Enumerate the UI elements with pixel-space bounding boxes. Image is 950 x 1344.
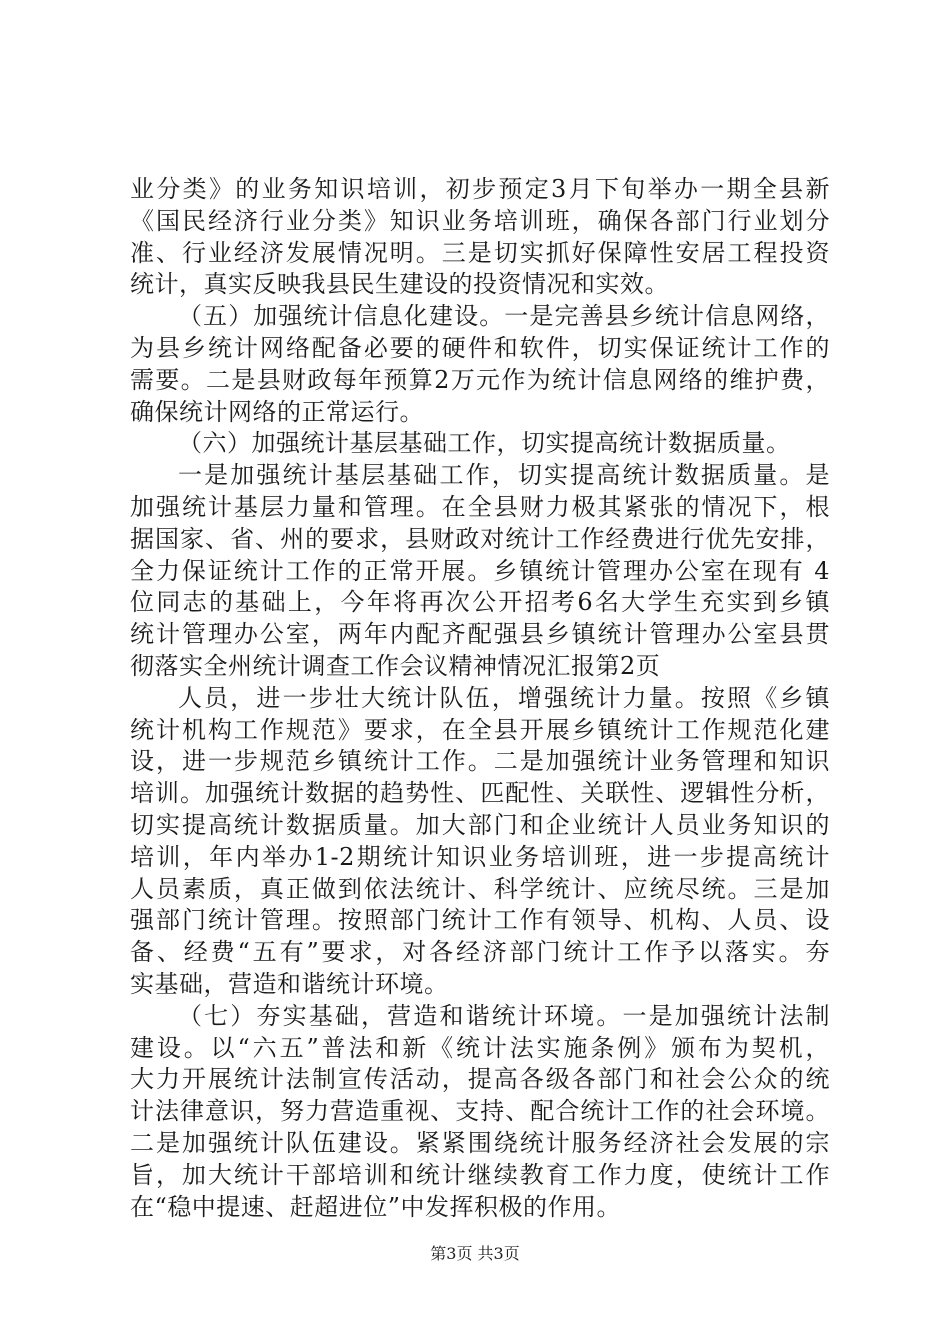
- text-line: 强部门统计管理。按照部门统计工作有领导、机构、人员、设: [130, 906, 830, 935]
- text-line: 需要。二是县财政每年预算2万元作为统计信息网络的维护费，: [130, 365, 830, 394]
- text-line: 位同志的基础上，今年将再次公开招考6名大学生充实到乡镇: [130, 588, 830, 617]
- text-line: 培训，年内举办1-2期统计知识业务培训班，进一步提高统计: [130, 842, 830, 871]
- document-body: [130, 174, 830, 1223]
- text-line: 二是加强统计队伍建设。紧紧围绕统计服务经济社会发展的宗: [130, 1128, 830, 1157]
- text-line: 设，进一步规范乡镇统计工作。二是加强统计业务管理和知识: [130, 747, 830, 776]
- text-line: 统计管理办公室，两年内配齐配强县乡镇统计管理办公室县贯: [130, 620, 830, 649]
- text-line: 据国家、省、州的要求，县财政对统计工作经费进行优先安排，: [130, 524, 830, 553]
- text-line: 彻落实全州统计调查工作会议精神情况汇报第2页: [130, 651, 661, 680]
- text-line: 为县乡统计网络配备必要的硬件和软件，切实保证统计工作的: [130, 333, 830, 362]
- text-line: （七）夯实基础，营造和谐统计环境。一是加强统计法制: [178, 1001, 830, 1030]
- text-line: 在“稳中提速、赶超进位”中发挥积极的作用。: [130, 1192, 622, 1221]
- page-footer: 第3页 共3页: [430, 1244, 520, 1263]
- text-line: 一是加强统计基层基础工作，切实提高统计数据质量。是: [178, 461, 830, 490]
- text-line: 统计机构工作规范》要求，在全县开展乡镇统计工作规范化建: [130, 715, 830, 744]
- text-line: 统计，真实反映我县民生建设的投资情况和实效。: [130, 270, 669, 299]
- text-line: 切实提高统计数据质量。加大部门和企业统计人员业务知识的: [130, 810, 830, 839]
- text-line: 培训。加强统计数据的趋势性、匹配性、关联性、逻辑性分析，: [130, 779, 830, 808]
- text-line: （六）加强统计基层基础工作，切实提高统计数据质量。: [178, 429, 791, 458]
- text-line: 旨，加大统计干部培训和统计继续教育工作力度，使统计工作: [130, 1160, 830, 1189]
- text-line: 实基础，营造和谐统计环境。: [130, 969, 449, 998]
- text-line: 确保统计网络的正常运行。: [130, 397, 424, 426]
- text-line: 大力开展统计法制宣传活动，提高各级各部门和社会公众的统: [130, 1065, 830, 1094]
- text-line: 人员，进一步壮大统计队伍，增强统计力量。按照《乡镇: [178, 683, 830, 712]
- text-line: 人员素质，真正做到依法统计、科学统计、应统尽统。三是加: [130, 874, 830, 903]
- text-line: 备、经费“五有”要求，对各经济部门统计工作予以落实。夯: [130, 938, 830, 967]
- text-line: 准、行业经济发展情况明。三是切实抓好保障性安居工程投资: [130, 238, 830, 267]
- text-line: 建设。以“六五”普法和新《统计法实施条例》颁布为契机，: [130, 1033, 830, 1062]
- text-line: 《国民经济行业分类》知识业务培训班，确保各部门行业划分: [130, 206, 830, 235]
- text-line: 业分类》的业务知识培训，初步预定3月下旬举办一期全县新: [130, 175, 830, 203]
- text-line: 加强统计基层力量和管理。在全县财力极其紧张的情况下，根: [130, 492, 830, 521]
- text-line: 计法律意识，努力营造重视、支持、配合统计工作的社会环境。: [130, 1097, 830, 1126]
- text-line: （五）加强统计信息化建设。一是完善县乡统计信息网络，: [178, 302, 830, 331]
- text-line: 全力保证统计工作的正常开展。乡镇统计管理办公室在现有 4: [130, 556, 830, 585]
